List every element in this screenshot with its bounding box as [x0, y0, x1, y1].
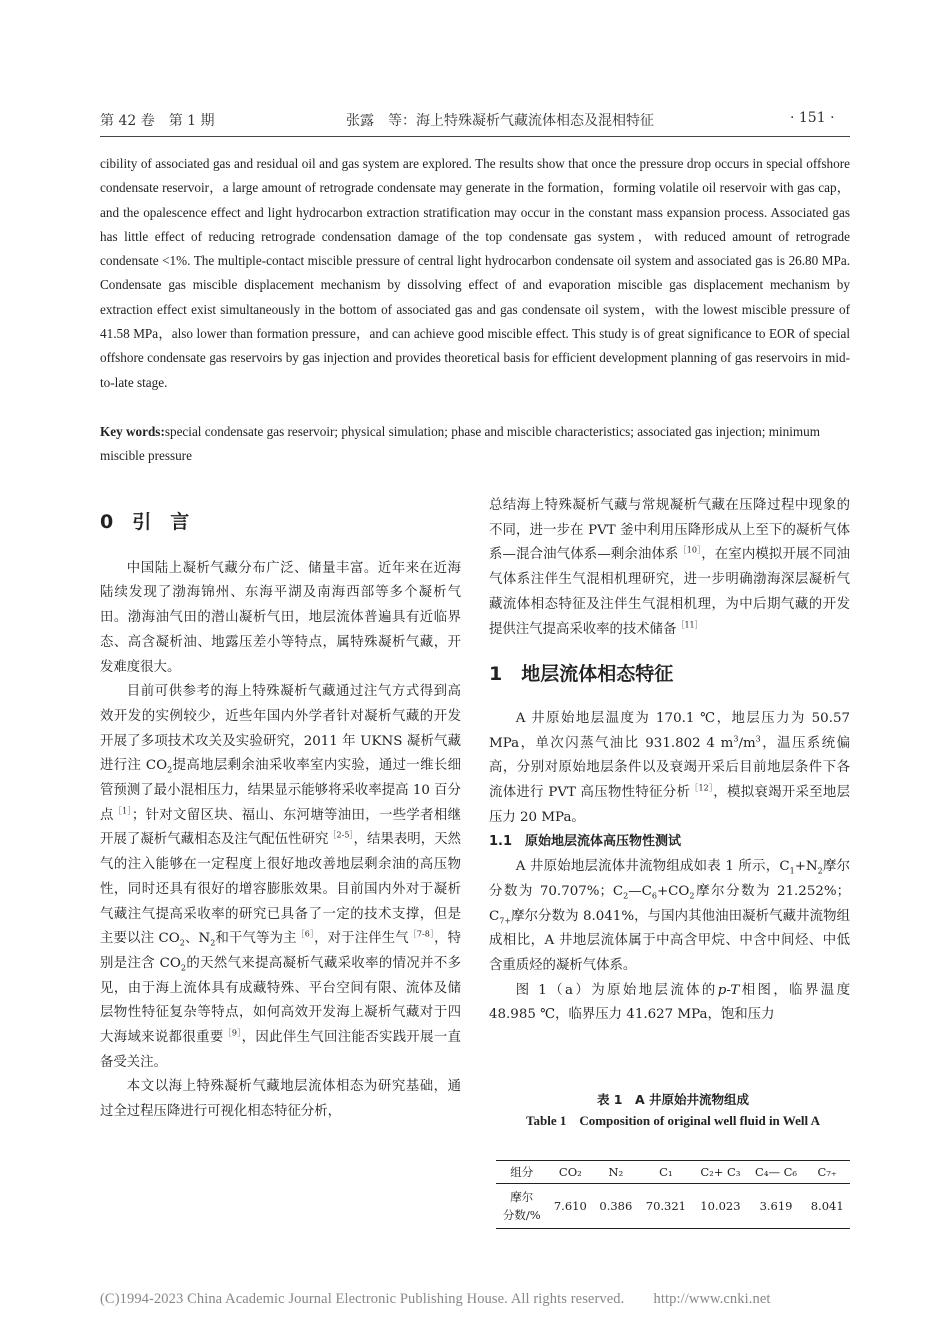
table-cell: 7.610	[548, 1184, 594, 1229]
table-header-cell: C₂+ C₃	[693, 1161, 748, 1184]
text: 总结海上特殊凝析气藏与常规凝析气藏在压降过程中现象的不同，进一步在 PVT 釜中利用压降形成从上至下的凝析气体系—混合油气体系—剩余油体系	[489, 498, 850, 563]
table-row	[496, 1184, 850, 1229]
citation: ［7-8］	[408, 929, 435, 939]
text: ，对于注伴生气	[314, 931, 409, 947]
subscript: 2	[689, 891, 695, 901]
abstract-text: cibility of associated gas and residual oil and gas system are explored. The results show that once the pressure drop occurs in special offshore condensate reservoir，a large amount of retrograde condensate may generate in the formation，forming volatile oil reservoir with gas cap，and the opalescence effect and light hydrocarbon extraction stratification may occur in the constant mass expansion process. Associated gas has little effect of reducing retrograde condensation damage of the top condensate gas system，with reduced amount of retrograde condensate <1%. The multiple-contact miscible pressure of central light hydrocarbon condensate oil system and associated gas is 26.80 MPa. Condensate gas miscible displacement mechanism by dissolving effect of and evaporation miscible gas displacement mechanism by extraction effect exist simultaneously in the bottom of associated gas and gas condensate oil system，with the lowest miscible pressure of 41.58 MPa，also lower than formation pressure，and can achieve good miscible effect. This study is of great significance to EOR of special offshore condensate gas reservoirs by gas injection and provides theoretical basis for efficient development planning of gas reservoirs in mid-to-late stage.	[100, 156, 850, 390]
text: /m	[738, 735, 756, 751]
paragraph: 本文以海上特殊凝析气藏地层流体相态为研究基础，通过全过程压降进行可视化相态特征分析，	[100, 1079, 461, 1120]
text: 分数/%	[502, 1208, 541, 1222]
header-page-number: · 151 ·	[790, 110, 835, 126]
paragraph	[489, 855, 850, 979]
text: —C	[628, 883, 652, 899]
text: ，模拟衰竭开采至地层压力 20 MPa。	[489, 785, 851, 825]
subscript: 1	[789, 866, 795, 876]
citation: ［2-5］	[328, 830, 354, 840]
table-header-cell: C₁	[639, 1161, 694, 1184]
paragraph	[489, 494, 850, 642]
table-header-cell: N₂	[593, 1161, 639, 1184]
composition-table	[496, 1160, 850, 1229]
table-caption-cn: 表 1 A 井原始井流物组成	[596, 1092, 750, 1107]
header-title: 张露 等：海上特殊凝析气藏流体相态及混相特征	[346, 113, 654, 129]
citation: ［10］	[678, 545, 702, 555]
subscript: 2	[817, 866, 823, 876]
text: ，因此伴生气回注能否实践开展一直备受关注。	[100, 1030, 461, 1070]
paragraph	[489, 707, 850, 831]
subscript: 2	[623, 891, 629, 901]
table-caption-en: Table 1 Composition of original well fluid in Well A	[526, 1113, 820, 1128]
text: 摩尔	[510, 1190, 534, 1204]
text: +CO	[656, 883, 690, 899]
table-header-cell: C₇₊	[804, 1161, 850, 1184]
subscript: 2	[167, 766, 173, 775]
citation: ［6］	[296, 929, 315, 939]
citation: ［9］	[223, 1028, 242, 1038]
table-cell: 0.386	[593, 1184, 639, 1229]
paragraph	[100, 680, 461, 1075]
text: 和干气等为主	[215, 931, 297, 947]
subscript: 2	[180, 963, 186, 973]
text: ，在室内模拟开展不同油气体系注伴生气混相机理研究，进一步明确渤海深层凝析气藏流体相态特征及注伴生气混相机理，为中后期气藏的开发提供注气提高采收率的技术储备	[489, 547, 851, 637]
text: A 井原始地层流体井流物组成如表 1 所示，C	[515, 859, 790, 875]
italic-text: p-T	[717, 982, 740, 998]
subscript: 6	[651, 891, 657, 901]
paragraph	[489, 979, 850, 1028]
text: 摩尔分数为 8.041%，与国内其他油田凝析气藏井流物组成相比，A 井地层流体属于中高含甲烷、中含中间烃、中低含重质烃的凝析气体系。	[489, 908, 850, 973]
table-header-cell: C₄— C₆	[748, 1161, 805, 1184]
paragraph: 中国陆上凝析气藏分布广泛、储量丰富。近年来在近海陆续发现了渤海锦州、东海平湖及南海西部等多个凝析气田。渤海油气田的潜山凝析气田，地层流体普遍具有近临界态、高含凝析油、地露压差小等特点，属特殊凝析气藏，开发难度很大。	[100, 560, 461, 675]
text: 、N	[184, 931, 211, 947]
text: 的天然气来提高凝析气藏采收率的情况并不多见，由于海上流体具有成藏特殊、平台空间有限、流体及储层物性特征复杂等特点，如何高效开发海上凝析气藏对于四大海域来说都很重要	[100, 955, 462, 1046]
keywords-label: Key words:	[100, 424, 165, 439]
keywords	[100, 420, 850, 469]
section-0-title: 0 引 言	[100, 511, 190, 533]
subscript: 7+	[499, 916, 512, 926]
subscript: 2	[179, 938, 185, 948]
superscript: 3	[755, 734, 761, 744]
right-column	[489, 494, 850, 1028]
header-rule	[100, 136, 850, 137]
citation: ［12］	[690, 783, 714, 793]
table-header-row	[496, 1161, 850, 1184]
text: A 井原始地层温度为 170.1 ℃，地层压力为 50.57 MPa，单次闪蒸气油比 931.802 4 m	[489, 710, 850, 751]
text: 相图，临界温度 48.985 ℃，临界压力 41.627 MPa，饱和压力	[489, 982, 850, 1023]
table-header-cell: 组分	[496, 1161, 548, 1184]
copyright-footer: (C)1994-2023 China Academic Journal Electronic Publishing House. All rights reserved. http://www.cnki.net	[100, 1291, 771, 1307]
table-cell: 3.619	[748, 1184, 805, 1229]
subscript: 2	[210, 938, 216, 948]
text: 目前可供参考的海上特殊凝析气藏通过注气方式得到高效开发的实例较少，近些年国内外学者针对凝析气藏的开发开展了多项技术攻关及实验研究，2011 年 UKNS 凝析气藏进行注 CO	[100, 684, 461, 774]
text: 摩尔分数为 70.707%；C	[489, 859, 850, 899]
text: ，温压系统偏高，分别对原始地层条件以及衰竭开采后目前地层条件下各流体进行 PVT 高压物性特征分析	[489, 735, 850, 801]
table-cell: 10.023	[693, 1184, 748, 1229]
text: +N	[794, 859, 818, 875]
header-volume: 第 42 卷 第 1 期	[100, 113, 215, 129]
left-column	[100, 510, 461, 1125]
superscript: 3	[733, 734, 739, 744]
citation: ［1］	[113, 806, 132, 816]
text: 图 1（a）为原始地层流体的	[515, 982, 718, 998]
text: 摩尔分数为 21.252%；C	[489, 883, 850, 924]
table-cell: 8.041	[804, 1184, 850, 1229]
keywords-text: special condensate gas reservoir; physical simulation; phase and miscible characteristics; associated gas injection; minimum miscible pressure	[100, 424, 820, 464]
table-cell: 70.321	[639, 1184, 694, 1229]
subsection-1-1-title: 1.1 原始地层流体高压物性测试	[489, 834, 682, 850]
text: ，结果表明，天然气的注入能够在一定程度上很好地改善地层剩余油的高压物性，同时还具有很好的增容膨胀效果。目前国内外对于凝析气藏注气提高采收率的研究已具备了一定的技术支撑，但是主要以注 CO	[100, 832, 462, 947]
text: ，特别是注含 CO	[100, 931, 462, 971]
section-1-title: 1 地层流体相态特征	[489, 663, 674, 686]
citation: ［11］	[676, 620, 703, 630]
table-row-label	[496, 1184, 548, 1229]
text: ；针对文留区块、福山、东河塘等油田，一些学者相继开展了凝析气藏相态及注气配伍性研究	[100, 807, 462, 848]
table-header-cell: CO₂	[548, 1161, 594, 1184]
text: 提高地层剩余油采收率室内实验，通过一维长细管预测了最小混相压力，结果显示能够将采收率提高 10 百分点	[100, 758, 462, 823]
